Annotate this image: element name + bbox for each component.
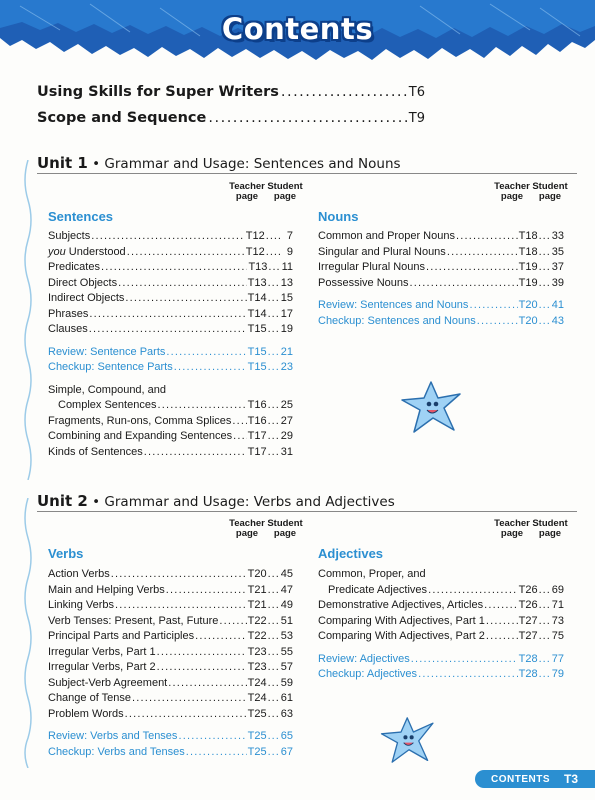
list-item: Principal Parts and Participles ..... T22 ... 53 [48, 630, 293, 646]
toc-entry-label: Using Skills for Super Writers [37, 84, 279, 100]
list-item: Change of Tense ..... T24 ... 61 [48, 692, 293, 708]
squiggle-decoration-icon [22, 160, 34, 480]
column-headers [493, 519, 569, 539]
toc-entry-page: T9 [408, 111, 425, 126]
unit-divider [37, 511, 577, 512]
teacher-page-header: Teacher page [494, 181, 530, 202]
student-page-header: Student page [532, 518, 568, 539]
list-item-first-line: Common, Proper, and [318, 568, 426, 580]
list-item: you Understood ..... T12 .... 9 [48, 246, 293, 262]
teacher-page-header: Teacher page [229, 181, 265, 202]
list-item: Complex Sentences ..... T16 ... 25 [48, 399, 293, 415]
teacher-page-header: Teacher page [229, 518, 265, 539]
section-heading-verbs: Verbs [48, 546, 84, 561]
section-heading-adjectives: Adjectives [318, 546, 384, 561]
list-item: Linking Verbs ..... T21 ... 49 [48, 599, 293, 615]
unit-label: Unit 1 [37, 154, 88, 172]
section-heading-sentences: Sentences [48, 209, 114, 224]
list-item: Fragments, Run-ons, Comma Splices ..... T16 ... 27 [48, 415, 293, 431]
list-item: Comparing With Adjectives, Part 1 ..... T27 ... 73 [318, 615, 564, 631]
page-title: Contents [221, 12, 374, 46]
list-item: Comparing With Adjectives, Part 2 ..... T27 ... 75 [318, 630, 564, 646]
sentences-list [48, 230, 293, 461]
list-item: Possessive Nouns ..... T19 ... 39 [318, 277, 564, 293]
unit-title: Grammar and Usage: Sentences and Nouns [104, 156, 401, 172]
checkup-item: Checkup: Verbs and Tenses ..... T25 ... 67 [48, 746, 293, 762]
footer-page-tab [475, 770, 595, 788]
list-item: Verb Tenses: Present, Past, Future ..... T22 ... 51 [48, 615, 293, 631]
list-item: Irregular Verbs, Part 1 ..... T23 ... 55 [48, 646, 293, 662]
checkup-item: Checkup: Adjectives ..... T28 ... 79 [318, 668, 564, 684]
review-item: Review: Sentence Parts ..... T15 ... 21 [48, 346, 293, 362]
toc-entry-page: T6 [408, 85, 425, 100]
unit-title: Grammar and Usage: Verbs and Adjectives [104, 494, 395, 510]
review-item: Review: Adjectives ..... T28 ... 77 [318, 653, 564, 669]
list-item: Kinds of Sentences ..... T17 ... 31 [48, 446, 293, 462]
leader-dots [281, 84, 407, 100]
list-item: Irregular Verbs, Part 2 ..... T23 ... 57 [48, 661, 293, 677]
footer-page-number: T3 [564, 772, 579, 786]
review-item: Review: Verbs and Tenses ..... T25 ... 65 [48, 730, 293, 746]
section-heading-nouns: Nouns [318, 209, 359, 224]
list-item: Clauses ..... T15 ... 19 [48, 323, 293, 339]
list-item: Action Verbs ..... T20 ... 45 [48, 568, 293, 584]
unit-2-heading [37, 492, 395, 510]
squiggle-decoration-icon [22, 498, 34, 768]
list-item: Subject-Verb Agreement ..... T24 ... 59 [48, 677, 293, 693]
column-headers [228, 519, 304, 539]
verbs-list [48, 568, 293, 761]
checkup-item: Checkup: Sentence Parts ..... T15 ... 23 [48, 361, 293, 377]
list-item: Irregular Plural Nouns ..... T19 ... 37 [318, 261, 564, 277]
list-item-first-line: Simple, Compound, and [48, 383, 167, 396]
list-item: Predicates ..... T13 ... 11 [48, 261, 293, 277]
unit-1-heading [37, 154, 401, 172]
student-page-header: Student page [532, 181, 568, 202]
column-headers [493, 182, 569, 202]
leader-dots [208, 110, 406, 126]
student-page-header: Student page [267, 181, 303, 202]
list-item: Subjects ..... T12 .... 7 [48, 230, 293, 246]
list-item: Main and Helping Verbs ..... T21 ... 47 [48, 584, 293, 600]
list-item: Indirect Objects ..... T14 ... 15 [48, 292, 293, 308]
list-item: Common and Proper Nouns ..... T18 ... 33 [318, 230, 564, 246]
star-mascot-icon [398, 378, 468, 436]
unit-label: Unit 2 [37, 492, 88, 510]
nouns-list [318, 230, 564, 330]
list-item: Predicate Adjectives ..... T26 ... 69 [318, 584, 564, 600]
adjectives-list [318, 568, 564, 684]
unit-divider [37, 173, 577, 174]
bullet: • [92, 494, 101, 510]
toc-entry-super-writers [37, 84, 425, 100]
star-mascot-icon [378, 712, 440, 768]
list-item: Demonstrative Adjectives, Articles ..... T26 ... 71 [318, 599, 564, 615]
bullet: • [92, 156, 101, 172]
list-item: Direct Objects ..... T13 ... 13 [48, 277, 293, 293]
list-item: Combining and Expanding Sentences ..... T17 ... 29 [48, 430, 293, 446]
student-page-header: Student page [267, 518, 303, 539]
toc-entry-label: Scope and Sequence [37, 110, 207, 126]
list-item: Singular and Plural Nouns ..... T18 ... 35 [318, 246, 564, 262]
column-headers [228, 182, 304, 202]
checkup-item: Checkup: Sentences and Nouns ..... T20 ... 43 [318, 315, 564, 331]
list-item: Problem Words ..... T25 ... 63 [48, 708, 293, 724]
teacher-page-header: Teacher page [494, 518, 530, 539]
review-item: Review: Sentences and Nouns ..... T20 ... 41 [318, 299, 564, 315]
toc-entry-scope-sequence [37, 110, 425, 126]
footer-label: CONTENTS [491, 773, 550, 785]
list-item: Phrases ..... T14 ... 17 [48, 308, 293, 324]
